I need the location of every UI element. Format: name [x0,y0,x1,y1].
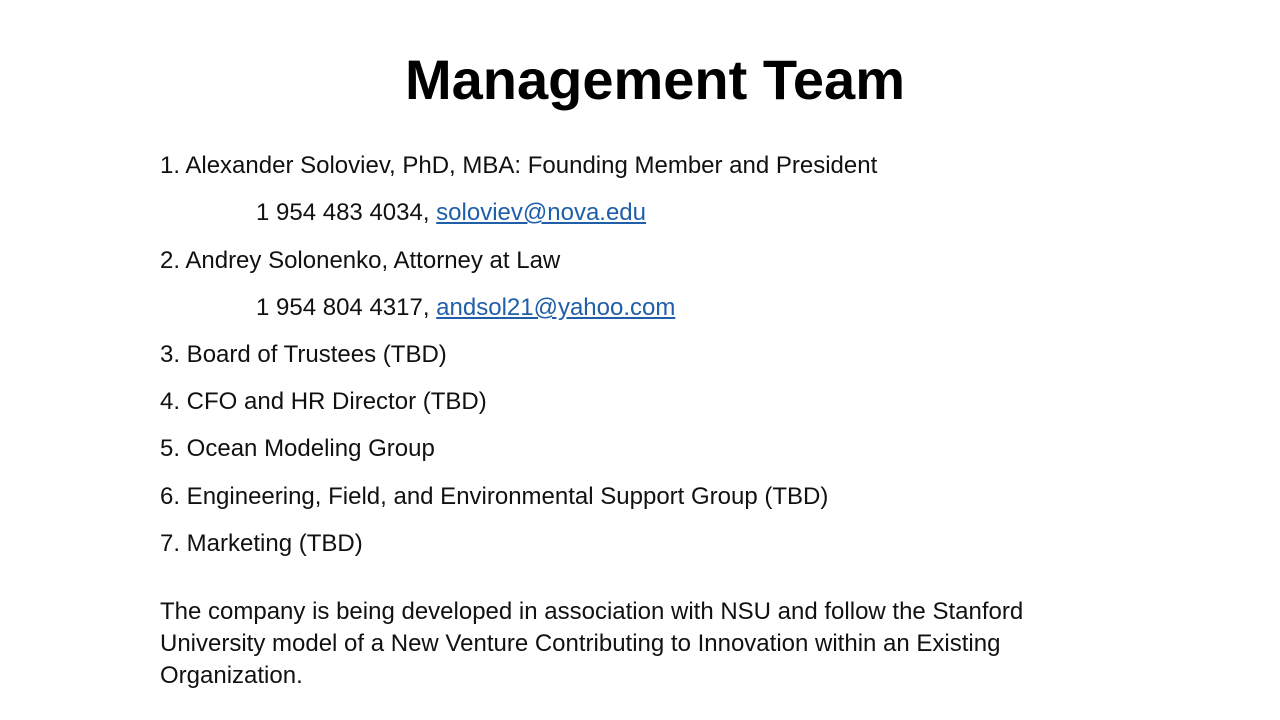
company-description: The company is being developed in association with NSU and follow the Stanford University model of a New Venture Contributing to Innovation within an Existing Organization. [160,598,1024,689]
team-item-7: 7. Marketing (TBD) [160,530,363,557]
contact-line-2 [256,293,675,323]
team-item-4: 4. CFO and HR Director (TBD) [160,388,487,415]
team-item-5: 5. Ocean Modeling Group [160,435,435,462]
team-member-1: 1. Alexander Soloviev, PhD, MBA: Founding Member and President [160,152,878,179]
email-link[interactable]: andsol21@yahoo.com [436,294,676,321]
team-member-2: 2. Andrey Solonenko, Attorney at Law [160,247,561,274]
team-item-3: 3. Board of Trustees (TBD) [160,341,447,368]
email-link[interactable]: soloviev@nova.edu [436,199,646,226]
phone-number: 1 954 804 4317, [256,294,430,321]
contact-line-1 [256,198,646,228]
slide-title: Management Team [405,48,905,111]
team-item-6: 6. Engineering, Field, and Environmental Support Group (TBD) [160,483,829,510]
phone-number: 1 954 483 4034, [256,199,430,226]
